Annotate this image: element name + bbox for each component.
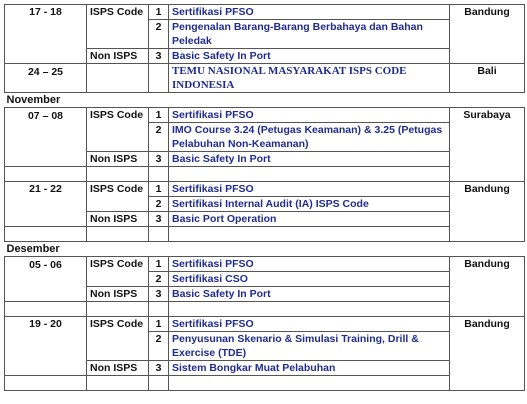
- date-cell-empty: [5, 212, 87, 227]
- city-cell: Bandung: [450, 5, 525, 64]
- table-row: [5, 152, 525, 167]
- item-number: 2: [149, 272, 169, 287]
- item-number: 2: [149, 197, 169, 212]
- date-cell: 07 – 08: [5, 108, 87, 152]
- spacer-row: [5, 376, 525, 391]
- item-number: 3: [149, 152, 169, 167]
- table-row: [5, 317, 525, 332]
- city-cell: Bandung: [450, 257, 525, 317]
- course-title: Basic Safety In Port: [169, 152, 450, 167]
- month-row: [5, 93, 525, 108]
- table-row: [5, 361, 525, 376]
- month-heading: November: [5, 93, 525, 108]
- category-cell: Non ISPS: [87, 152, 149, 167]
- spacer-row: [5, 167, 525, 182]
- date-cell-empty: [5, 152, 87, 167]
- schedule-table-container: [4, 4, 524, 400]
- item-number: 1: [149, 257, 169, 272]
- item-number: 1: [149, 108, 169, 123]
- table-row: [5, 287, 525, 302]
- item-number: 3: [149, 287, 169, 302]
- category-cell: ISPS Code: [87, 317, 149, 361]
- category-cell: ISPS Code: [87, 257, 149, 287]
- item-number: 3: [149, 212, 169, 227]
- spacer-row: [5, 227, 525, 242]
- table-row: [5, 212, 525, 227]
- date-cell-empty: [5, 361, 87, 376]
- category-cell: Non ISPS: [87, 212, 149, 227]
- course-title: Sertifikasi PFSO: [169, 108, 450, 123]
- date-cell: 19 - 20: [5, 317, 87, 361]
- item-number: 2: [149, 20, 169, 49]
- table-row: [5, 257, 525, 272]
- item-number: 3: [149, 49, 169, 64]
- item-number: 2: [149, 332, 169, 361]
- course-title: Penyusunan Skenario & Simulasi Training, Drill & Exercise (TDE): [169, 332, 450, 361]
- course-title: Sertifikasi PFSO: [169, 182, 450, 197]
- month-row: [5, 242, 525, 257]
- item-number: 1: [149, 5, 169, 20]
- date-cell: 24 – 25: [5, 64, 87, 93]
- table-row: [5, 108, 525, 123]
- category-cell: Non ISPS: [87, 49, 149, 64]
- course-title: Sertifikasi PFSO: [169, 317, 450, 332]
- category-cell: Non ISPS: [87, 361, 149, 376]
- category-cell-empty: [87, 64, 149, 93]
- course-title: Basic Port Operation: [169, 212, 450, 227]
- city-cell: Bandung: [450, 317, 525, 391]
- date-cell-empty: [5, 287, 87, 302]
- city-cell: Bali: [450, 64, 525, 93]
- category-cell: Non ISPS: [87, 287, 149, 302]
- date-cell-empty: [5, 49, 87, 64]
- item-number: 1: [149, 317, 169, 332]
- table-row: [5, 49, 525, 64]
- course-title: Pengenalan Barang-Barang Berbahaya dan Bahan Peledak: [169, 20, 450, 49]
- date-cell: 05 - 06: [5, 257, 87, 287]
- item-number: 3: [149, 361, 169, 376]
- date-cell: 17 - 18: [5, 5, 87, 49]
- course-title: Sertifikasi PFSO: [169, 257, 450, 272]
- item-number: 2: [149, 123, 169, 152]
- city-cell: Bandung: [450, 182, 525, 242]
- course-title: IMO Course 3.24 (Petugas Keamanan) & 3.25 (Petugas Pelabuhan Non-Keamanan): [169, 123, 450, 152]
- date-cell: 21 - 22: [5, 182, 87, 212]
- month-heading: Desember: [5, 242, 525, 257]
- event-title: TEMU NASIONAL MASYARAKAT ISPS CODE INDONESIA: [169, 64, 450, 93]
- course-title: Basic Safety In Port: [169, 49, 450, 64]
- category-cell: ISPS Code: [87, 108, 149, 152]
- course-title: Sertifikasi CSO: [169, 272, 450, 287]
- table-row: [5, 5, 525, 20]
- training-schedule-table: [4, 4, 525, 391]
- course-title: Sertifikasi PFSO: [169, 5, 450, 20]
- course-title: Basic Safety In Port: [169, 287, 450, 302]
- course-title: Sistem Bongkar Muat Pelabuhan: [169, 361, 450, 376]
- item-number: 1: [149, 182, 169, 197]
- city-cell: Surabaya: [450, 108, 525, 182]
- category-cell: ISPS Code: [87, 182, 149, 212]
- table-row: [5, 64, 525, 93]
- table-row: [5, 182, 525, 197]
- item-number-empty: [149, 64, 169, 93]
- category-cell: ISPS Code: [87, 5, 149, 49]
- course-title: Sertifikasi Internal Audit (IA) ISPS Code: [169, 197, 450, 212]
- spacer-row: [5, 302, 525, 317]
